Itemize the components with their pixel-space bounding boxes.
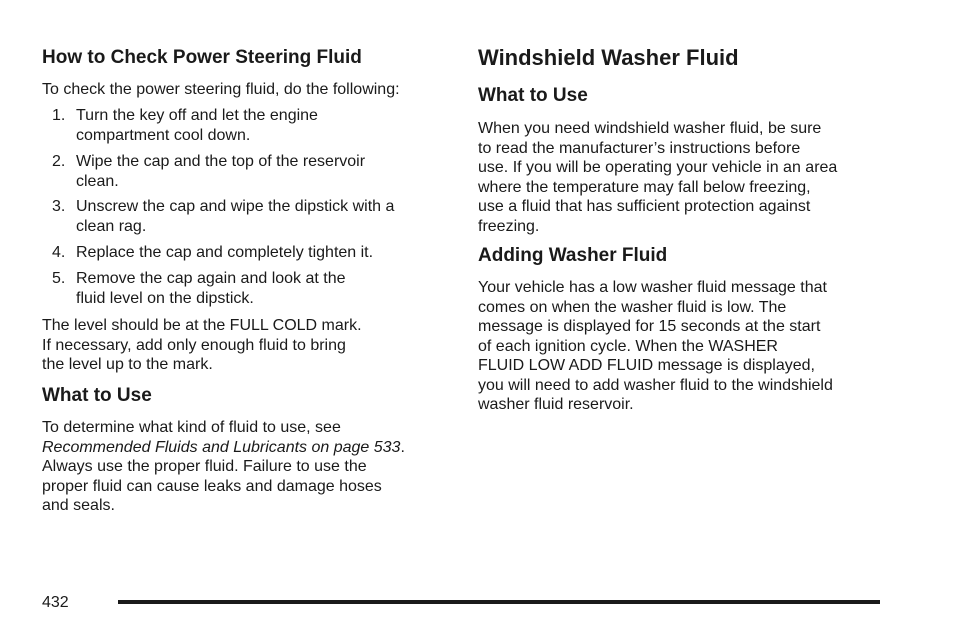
step-text: Turn the key off and let the engine compartment cool down. xyxy=(76,107,318,144)
step-text: Wipe the cap and the top of the reservoir clean. xyxy=(76,153,366,190)
step-number: 2. xyxy=(52,153,66,170)
step-number: 3. xyxy=(52,198,66,215)
fluid-type-paragraph: To determine what kind of fluid to use, see Recommended Fluids and Lubricants on page 533. Always use the proper fluid. Failure to use the proper fluid can cause leaks and damage hoses and seals. xyxy=(42,419,405,514)
what-to-use-heading: What to Use xyxy=(42,385,152,406)
step-text: Remove the cap again and look at the fluid level on the dipstick. xyxy=(76,270,346,307)
footer-rule xyxy=(118,600,880,604)
power-steering-heading: How to Check Power Steering Fluid xyxy=(42,47,362,68)
washer-what-to-use-heading: What to Use xyxy=(478,85,588,106)
step-number: 1. xyxy=(52,107,66,124)
step-text: Replace the cap and completely tighten it. xyxy=(76,244,374,261)
step-text: Unscrew the cap and wipe the dipstick with a clean rag. xyxy=(76,198,395,235)
level-paragraph: The level should be at the FULL COLD mark. If necessary, add only enough fluid to bring the level up to the mark. xyxy=(42,317,362,373)
page-number: 432 xyxy=(42,594,69,611)
fluids-reference-link[interactable]: Recommended Fluids and Lubricants on page 533 xyxy=(42,438,401,456)
washer-fluid-title: Windshield Washer Fluid xyxy=(478,45,739,70)
power-steering-intro: To check the power steering fluid, do the following: xyxy=(42,81,400,98)
washer-what-to-use-paragraph: When you need windshield washer fluid, be sure to read the manufacturer’s instructions before use. If you will be operating your vehicle in an area where the temperature may fall below freezing, use a fluid that has sufficient protection against freezing. xyxy=(478,120,838,235)
adding-washer-fluid-paragraph: Your vehicle has a low washer fluid message that comes on when the washer fluid is low. The message is displayed for 15 seconds at the start of each ignition cycle. When the WASHER FLUID LOW ADD FLUID message is displayed, you will need to add washer fluid to the windshield washer fluid reservoir. xyxy=(478,279,833,413)
step-number: 4. xyxy=(52,244,66,261)
adding-washer-fluid-heading: Adding Washer Fluid xyxy=(478,245,668,266)
step-number: 5. xyxy=(52,270,66,287)
